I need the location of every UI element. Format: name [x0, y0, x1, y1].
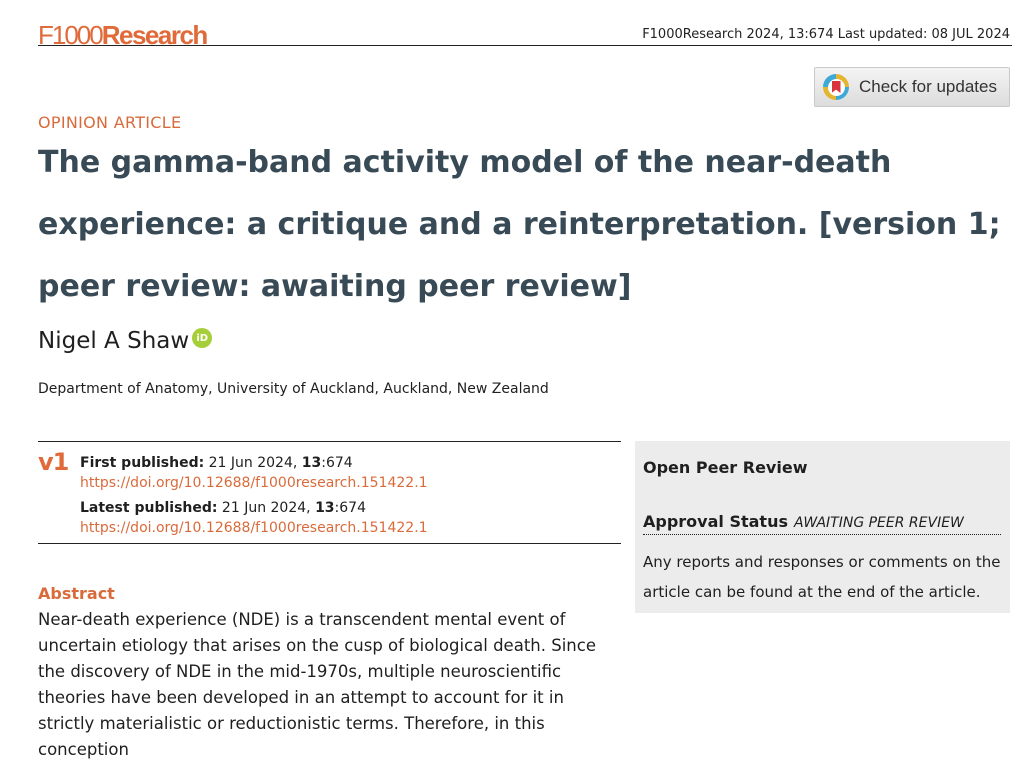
- author-name[interactable]: Nigel A Shaw: [38, 328, 190, 354]
- author-affiliation: Department of Anatomy, University of Auckland, Auckland, New Zealand: [38, 381, 549, 397]
- latest-published-date: 21 Jun 2024,: [217, 500, 316, 516]
- check-for-updates-button[interactable]: [814, 67, 1010, 107]
- f1000research-logo[interactable]: [38, 20, 207, 51]
- first-published-date: 21 Jun 2024,: [204, 455, 302, 471]
- latest-published-article-no: :674: [334, 500, 366, 516]
- first-published-article-no: :674: [321, 455, 353, 471]
- latest-published-volume: 13: [315, 500, 335, 516]
- first-published-entry: [80, 453, 428, 493]
- abstract-text: Near-death experience (NDE) is a transcendent mental event of uncertain etiology that arises on the cusp of biological death. Since the discovery of NDE in the mid-1970s, multiple neuroscientific theories have been developed in an attempt to account for it in strictly materialistic or reductionistic terms. Therefore, in this conception: [38, 610, 596, 759]
- first-published-volume: 13: [301, 455, 322, 471]
- publication-history: [38, 441, 621, 544]
- citation-header: F1000Research 2024, 13:674 Last updated: 08 JUL 2024: [642, 27, 1010, 42]
- approval-status-label: Approval Status: [643, 512, 788, 531]
- first-published-doi-link[interactable]: https://doi.org/10.12688/f1000research.151422.1: [80, 475, 428, 491]
- peer-review-note: Any reports and responses or comments on the article can be found at the end of the article.: [643, 553, 1001, 601]
- article-type: OPINION ARTICLE: [38, 113, 182, 132]
- logo-suffix: Research: [101, 20, 207, 50]
- latest-published-label: Latest published:: [80, 500, 218, 516]
- logo-prefix: F1000: [38, 20, 102, 50]
- latest-published-entry: [80, 498, 428, 538]
- approval-status-value: AWAITING PEER REVIEW: [793, 515, 964, 531]
- latest-published-doi-link[interactable]: https://doi.org/10.12688/f1000research.151422.1: [80, 520, 428, 536]
- check-for-updates-label: Check for updates: [859, 77, 997, 96]
- open-peer-review-heading: Open Peer Review: [643, 458, 808, 477]
- approval-status: [643, 512, 1001, 535]
- article-title: The gamma-band activity model of the near-death experience: a critique and a reinterpretation. [version 1; peer review: awaiting peer review]: [38, 145, 1001, 304]
- first-published-label: First published:: [80, 455, 205, 471]
- open-peer-review-panel: [635, 441, 1010, 613]
- abstract-heading: Abstract: [38, 584, 115, 603]
- version-badge: v1: [38, 448, 69, 476]
- author-line: [38, 328, 212, 354]
- orcid-icon[interactable]: iD: [192, 328, 212, 348]
- header-divider: [38, 45, 1012, 46]
- crossmark-icon: [823, 74, 849, 100]
